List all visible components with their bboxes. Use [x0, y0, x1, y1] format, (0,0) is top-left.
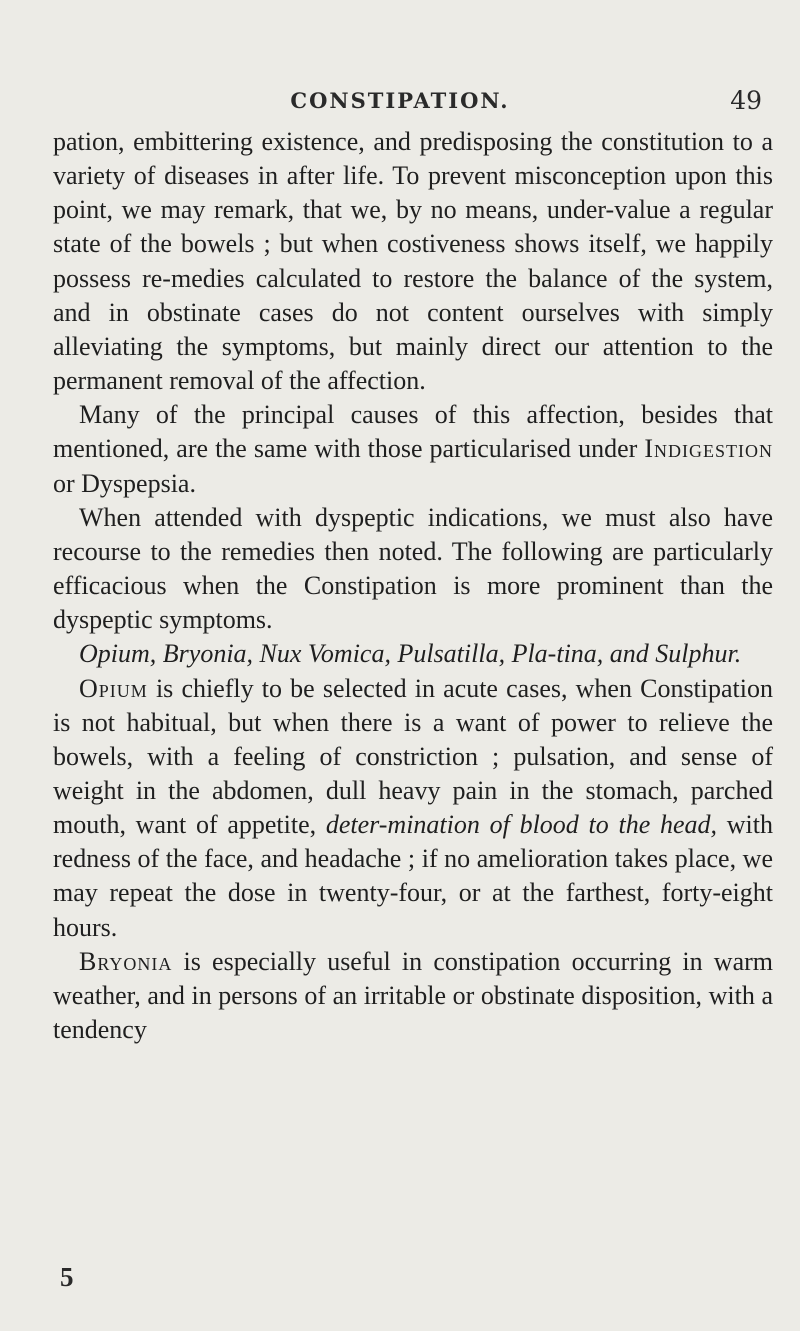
- remedy-heading: Opium: [79, 673, 148, 703]
- page-number: 49: [730, 86, 762, 115]
- body-text: [53, 125, 773, 1047]
- paragraph-text: When attended with dyspeptic indications, we must also have recourse to the remedies then noted. The following are particularly efficacious when the Constipation is more prominent than the dyspeptic symptoms.: [53, 502, 773, 635]
- paragraph-text: with redness of the face, and headache ; if no amelioration takes place, we may repeat the dose in twenty-four, or at the farthest, forty-eight hours.: [53, 810, 773, 942]
- paragraph-dyspeptic: [53, 501, 773, 638]
- paragraph-bryonia: [53, 945, 773, 1047]
- paragraph-continuation: [53, 125, 773, 398]
- paragraph-opium: [53, 672, 773, 945]
- paragraph-text: pation, embittering existence, and predisposing the constitution to a variety of diseases in after life. To prevent misconception upon this point, we may remark, that we, by no means, under-value a regular state of the bowels ; but when costiveness shows itself, we happily possess re-medies calculated to restore the balance of the system, and in obstinate cases do not content ourselves with simply alleviating the symptoms, but mainly direct our attention to the permanent removal of the affection.: [53, 127, 773, 396]
- remedy-list-text: Opium, Bryonia, Nux Vomica, Pulsatilla, Pla-tina, and Sulphur.: [79, 639, 742, 669]
- paragraph-causes: [53, 398, 773, 500]
- paragraph-text: Many of the principal causes of this affection, besides that mentioned, are the same with those particularised under: [53, 400, 773, 464]
- paragraph-text: is chiefly to be selected in acute cases, when Constipation is not habitual, but when there is a want of power to relieve the bowels, with a feeling of constriction ; pulsation, and sense of weight in the abdomen, dull heavy pain in the stomach, parched mouth, want of appetite,: [53, 673, 773, 840]
- cross-reference-term: Indigestion: [644, 434, 773, 464]
- chapter-title: CONSTIPATION.: [290, 88, 510, 113]
- remedy-heading: Bryonia: [79, 946, 173, 976]
- paragraph-text: is especially useful in constipation occurring in warm weather, and in persons of an irritable or obstinate disposition, with a tendency: [53, 946, 773, 1045]
- paragraph-text: or Dyspepsia.: [53, 468, 196, 498]
- remedy-list: [53, 637, 773, 671]
- signature-mark: 5: [60, 1262, 74, 1292]
- running-head: [0, 86, 800, 116]
- emphasis-text: deter-mination of blood to the head,: [325, 810, 718, 840]
